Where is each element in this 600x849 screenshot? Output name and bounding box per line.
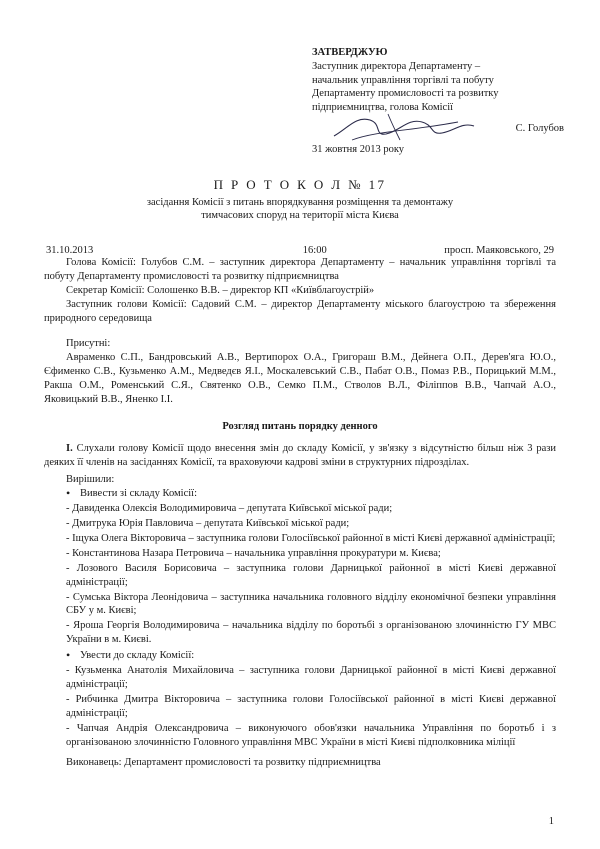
meeting-meta xyxy=(44,245,556,256)
approval-heading: ЗАТВЕРДЖУЮ xyxy=(312,47,388,58)
signature-row xyxy=(312,116,564,142)
remove-entry-6: - Сумська Віктора Леонідовича – заступника начальника головного відділу економічної безпеки управління СБУ у м. Києві; xyxy=(66,591,556,617)
approval-line-3: Департаменту промисловості та розвитку xyxy=(312,88,499,100)
page-number: 1 xyxy=(548,816,554,827)
add-entry-2: - Рибчинка Дмитра Вікторовича – заступника голови Голосіївської районної в місті Києві державної адміністрації; xyxy=(66,694,556,720)
remove-entry-7: - Яроша Георгія Володимировича – начальника відділу по боротьбі з організованою злочинністю ГУ МВС України в м. Києві. xyxy=(66,620,556,646)
approval-block xyxy=(312,46,564,157)
resolved-label: Вирішили: xyxy=(66,473,115,485)
deputy-chair-line: Заступник голови Комісії: Садовий С.М. – директор Департаменту міського благоустрою та збереження природного середовища xyxy=(44,298,556,324)
agenda-heading: Розгляд питань порядку денного xyxy=(222,420,378,432)
list-item: • Увести до складу Комісії: xyxy=(44,649,556,663)
remove-entry-2: - Дмитрука Юрія Павловича – депутата Київської міської ради; xyxy=(66,517,350,529)
agenda-item-text: Слухали голову Комісії щодо внесення змін до складу Комісії, у зв'язку з відсутністю більш ніж 3 рази деяких її членів на засіданнях Комісії, та враховуючи кадрові зміни в структурних підрозділах. xyxy=(44,442,556,468)
remove-entry-4: - Константинова Назара Петровича – начальника управління прокуратури м. Києва; xyxy=(66,547,441,559)
add-entry-3: - Чапчая Андрія Олександровича – виконуючого обов'язки начальника Управління по боротьб і з організованою злочинністю Головного управління МВС України в місті Києві підполковника міліції xyxy=(66,723,556,749)
approval-line-1: Заступник директора Департаменту – xyxy=(312,61,481,73)
approval-line-2: начальник управління торгівлі та побуту xyxy=(312,74,494,86)
add-entry-1: - Кузьменка Анатолія Михайловича – заступника голови Дарницької районної в місті Києві державної адміністрації; xyxy=(66,665,556,691)
attendees-list: Авраменко С.П., Бандровський А.В., Вертипорох О.А., Григораш В.М., Дейнега О.П., Дерев'яга Ю.О., Єфименко С.В., Кузьменко А.М., Медведєв Я.І., Москалевський С.В., Пабат О.В., Помаз Р.В., Порицький М.М., Ракша О.М., Роменський С.Я., Святенко О.В., Семко П.М., Стволов В.Л., Філіппов В.В., Чапчай А.О., Яковицький В.В., Яненко І.І. xyxy=(44,351,556,405)
agenda-item-number: I. xyxy=(66,442,73,454)
meeting-place: просп. Маяковського, 29 xyxy=(444,244,554,256)
attendees-label: Присутні: xyxy=(66,337,111,349)
handwritten-signature-icon xyxy=(330,110,480,144)
page-title: П Р О Т О К О Л № 17 xyxy=(213,176,387,192)
list-item: • Вивести зі складу Комісії: xyxy=(44,487,556,501)
chair-line: Голова Комісії: Голубов С.М. – заступник директора Департаменту – начальник управління торгівлі та побуту Департаменту промисловості та розвитку підприємництва xyxy=(44,256,556,282)
secretary-line: Секретар Комісії: Солошенко В.В. – директор КП «Київблагоустрій» xyxy=(66,284,375,296)
approval-date: 31 жовтня 2013 року xyxy=(312,144,405,156)
title-subtitle-2: тимчасових споруд на території міста Києва xyxy=(201,210,399,222)
meeting-time: 16:00 xyxy=(302,244,327,256)
approval-signer-name: С. Голубов xyxy=(515,123,564,135)
title-block xyxy=(44,177,556,223)
additions-list xyxy=(44,649,556,663)
remove-entry-5: - Лозового Василя Борисовича – заступника голови Дарницької районної в місті Києві державної адміністрації; xyxy=(66,562,556,588)
decisions-list xyxy=(44,487,556,501)
approval-line-4: підприємництва, голова Комісії xyxy=(312,101,454,113)
title-subtitle-1: засідання Комісії з питань впорядкування розміщення та демонтажу xyxy=(146,196,454,208)
agenda-item-1 xyxy=(44,442,556,470)
executor-line: Виконавець: Департамент промисловості та розвитку підприємництва xyxy=(66,756,381,768)
remove-entry-1: - Давиденка Олексія Володимировича – депутата Київської міської ради; xyxy=(66,502,393,514)
remove-entry-3: - Іщука Олега Вікторовича – заступника голови Голосіївської районної в місті Києві державної адміністрації; xyxy=(66,532,556,544)
meeting-date: 31.10.2013 xyxy=(46,244,94,256)
